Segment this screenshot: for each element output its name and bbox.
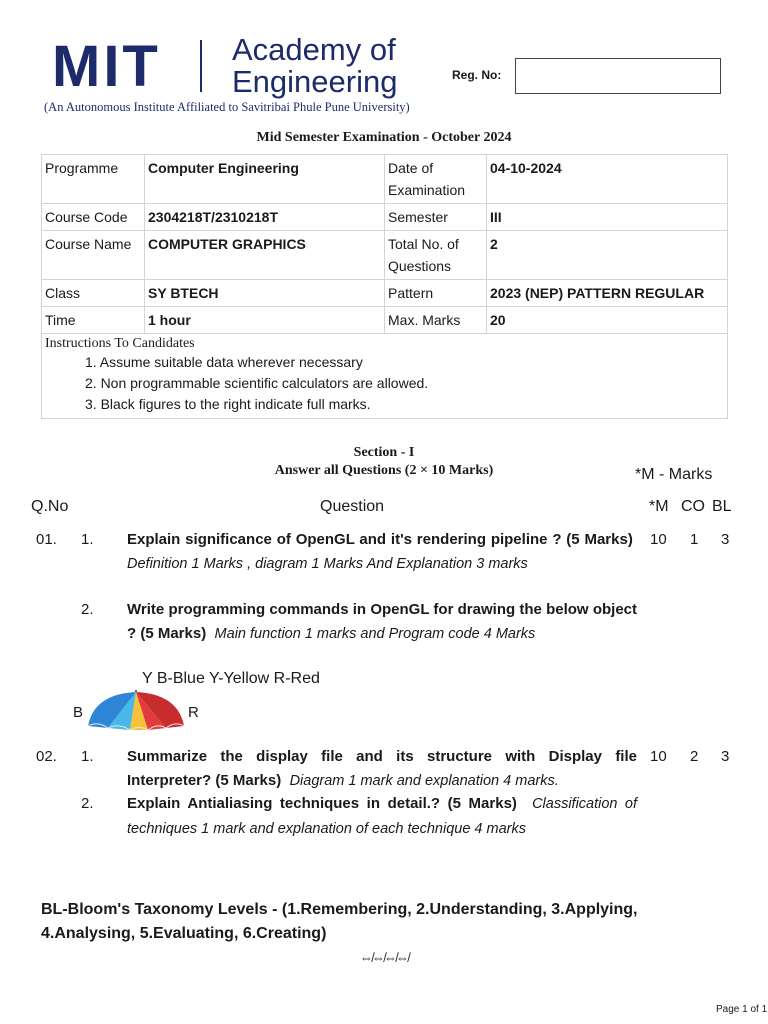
sub-question-number: 1. <box>81 531 94 548</box>
question-main-text: Summarize the display file and its structure with Display file Interpreter? (5 Marks) <box>127 748 637 789</box>
sub-question-number: 2. <box>81 795 94 812</box>
co-value: 2 <box>690 748 699 765</box>
marks-value: 10 <box>650 748 667 765</box>
question-text <box>127 598 637 646</box>
total-questions-label: Total No. of Questions <box>385 231 487 280</box>
reg-no-box <box>515 58 721 94</box>
table-row <box>42 155 728 204</box>
affiliation-text: (An Autonomous Institute Affiliated to Savitribai Phule Pune University) <box>44 100 410 114</box>
section-title: Section - I <box>353 445 415 460</box>
question-number: 02. <box>36 748 57 765</box>
bloom-taxonomy-note: BL-Bloom's Taxonomy Levels - (1.Remembering, 2.Understanding, 3.Applying, 4.Analysing, 5.Evaluating, 6.Creating) <box>41 901 638 942</box>
course-name-value: COMPUTER GRAPHICS <box>145 231 385 280</box>
column-header-bl: BL <box>712 498 732 515</box>
table-row <box>42 231 728 280</box>
course-code-value: 2304218T/2310218T <box>145 204 385 231</box>
figure-label-b: B <box>73 704 84 721</box>
marking-scheme: Diagram 1 mark and explanation 4 marks. <box>289 772 559 789</box>
figure-label-r: R <box>188 704 199 721</box>
column-header-qno: Q.No <box>31 498 69 515</box>
page-number: Page 1 of 1 <box>716 1004 768 1015</box>
bl-value: 3 <box>721 531 730 548</box>
course-code-label: Course Code <box>42 204 145 231</box>
instructions-cell <box>42 334 728 419</box>
question-text <box>127 528 637 576</box>
time-label: Time <box>42 307 145 334</box>
question-text <box>127 745 637 793</box>
question-number: 01. <box>36 531 57 548</box>
question-main-text: Explain Antialiasing techniques in detail.? (5 Marks) <box>127 795 517 812</box>
question-text <box>127 792 637 841</box>
marks-note: *M - Marks <box>635 466 713 483</box>
programme-label: Programme <box>42 155 145 204</box>
logo-academy-text: Academy of <box>232 32 396 67</box>
table-row <box>42 334 728 419</box>
semester-label: Semester <box>385 204 487 231</box>
instructions-title: Instructions To Candidates <box>45 336 195 351</box>
end-ornament: ⇎⇎⇎⇎ <box>360 950 408 965</box>
section-subtitle: Answer all Questions (2 × 10 Marks) <box>274 463 494 478</box>
sub-question-number: 1. <box>81 748 94 765</box>
marking-scheme: Classification of techniques 1 mark and explanation of each technique 4 marks <box>127 796 638 837</box>
column-header-marks: *M <box>649 498 669 515</box>
table-row <box>42 280 728 307</box>
column-header-co: CO <box>681 498 705 515</box>
course-name-label: Course Name <box>42 231 145 280</box>
max-marks-label: Max. Marks <box>385 307 487 334</box>
class-value: SY BTECH <box>145 280 385 307</box>
table-row <box>42 204 728 231</box>
bl-value: 3 <box>721 748 730 765</box>
instruction-item: 1. Assume suitable data wherever necessary <box>85 354 363 370</box>
co-value: 1 <box>690 531 699 548</box>
question-main-text: Explain significance of OpenGL and it's rendering pipeline ? (5 Marks) <box>127 531 633 548</box>
marking-scheme: Definition 1 Marks , diagram 1 Marks And Explanation 3 marks <box>127 555 528 572</box>
umbrella-figure <box>86 688 186 744</box>
logo-engineering-text: Engineering <box>232 64 398 99</box>
logo-divider <box>200 40 202 92</box>
max-marks-value: 20 <box>487 307 728 334</box>
programme-value: Computer Engineering <box>145 155 385 204</box>
exam-title: Mid Semester Examination - October 2024 <box>256 130 512 145</box>
exam-info-table <box>41 154 728 419</box>
instruction-item: 3. Black figures to the right indicate full marks. <box>85 396 371 412</box>
pattern-value: 2023 (NEP) PATTERN REGULAR <box>487 280 728 307</box>
total-questions-value: 2 <box>487 231 728 280</box>
marking-scheme: Main function 1 marks and Program code 4 Marks <box>214 625 536 642</box>
reg-no-label: Reg. No: <box>452 68 502 82</box>
date-value: 04-10-2024 <box>487 155 728 204</box>
sub-question-number: 2. <box>81 601 94 618</box>
date-label: Date of Examination <box>385 155 487 204</box>
figure-legend: Y B-Blue Y-Yellow R-Red <box>142 670 320 687</box>
class-label: Class <box>42 280 145 307</box>
pattern-label: Pattern <box>385 280 487 307</box>
marks-value: 10 <box>650 531 667 548</box>
question-main-text: Write programming commands in OpenGL for drawing the below object ? (5 Marks) <box>127 601 637 642</box>
instruction-item: 2. Non programmable scientific calculators are allowed. <box>85 375 429 391</box>
time-value: 1 hour <box>145 307 385 334</box>
column-header-question: Question <box>320 498 385 515</box>
semester-value: III <box>487 204 728 231</box>
table-row <box>42 307 728 334</box>
logo-mit-text: MIT <box>52 34 161 99</box>
